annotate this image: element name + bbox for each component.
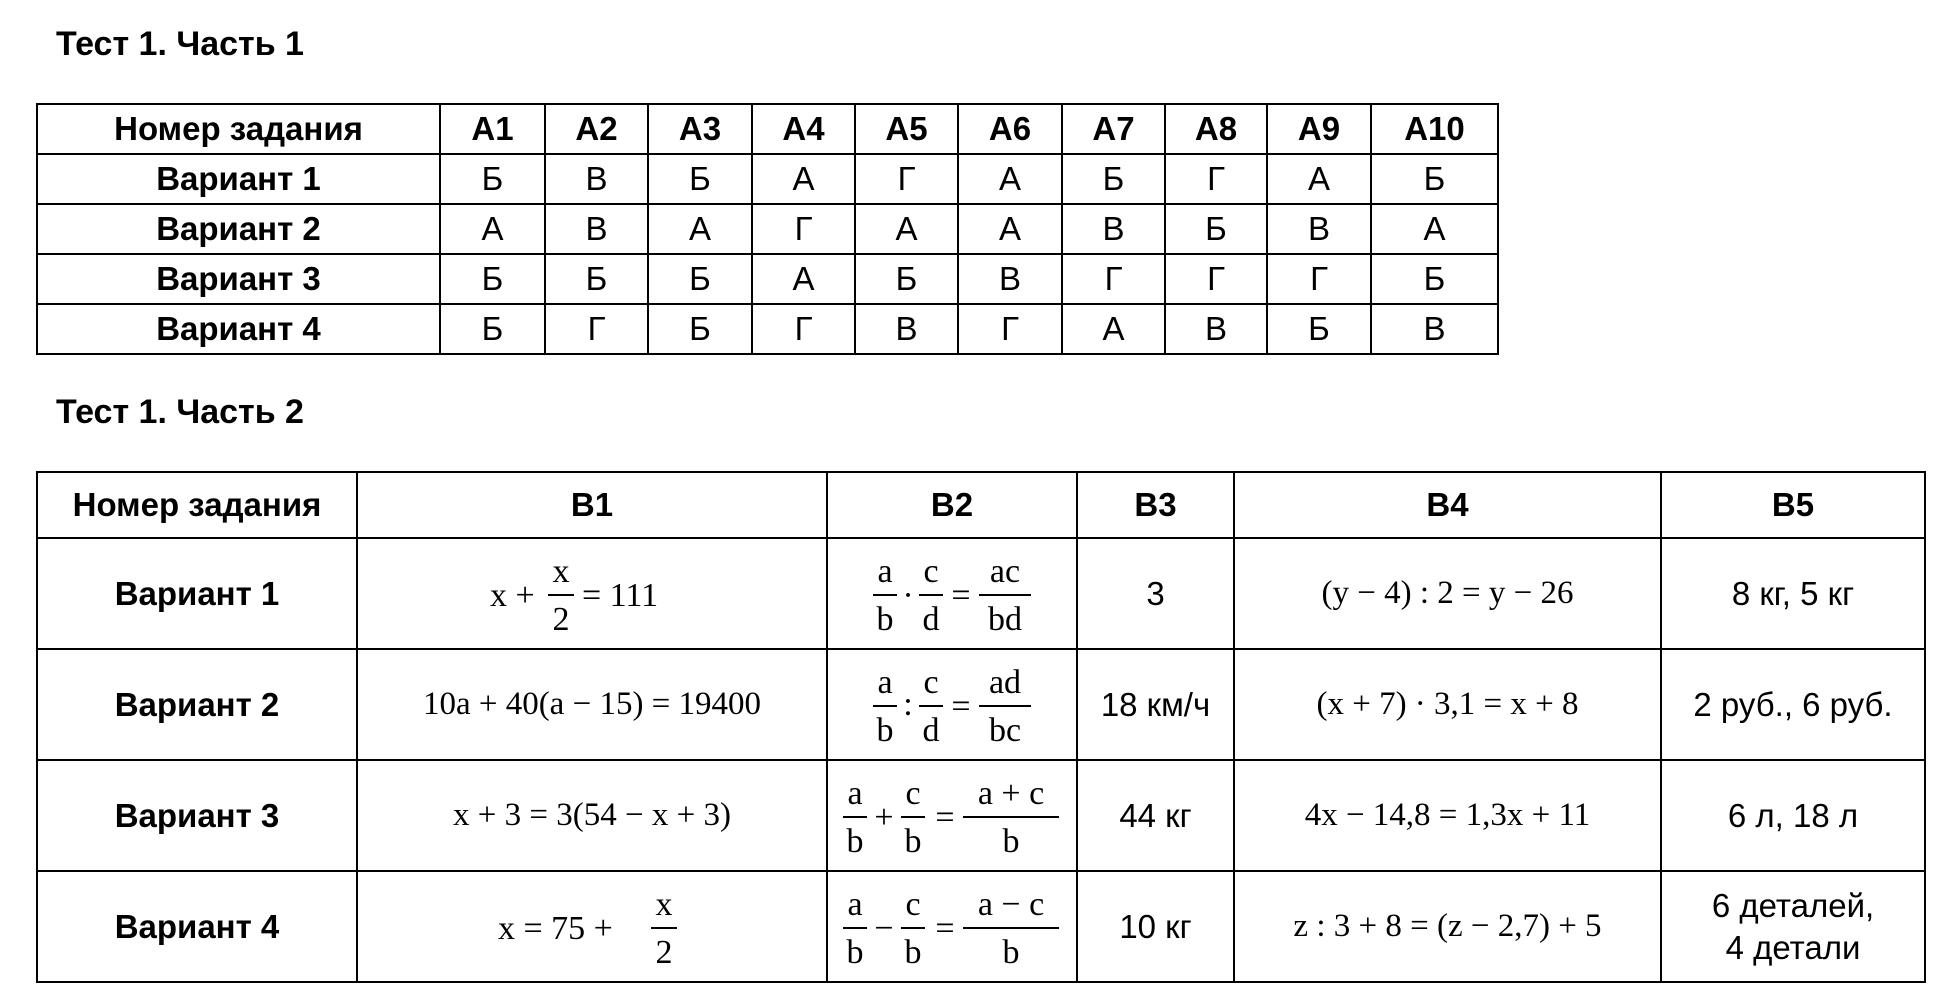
answer-cell: В bbox=[855, 304, 958, 354]
fraction-denominator: b bbox=[1002, 822, 1020, 860]
column-header: А8 bbox=[1165, 104, 1267, 154]
equation-cell-b4: (y − 4) : 2 = y − 26 bbox=[1234, 538, 1661, 649]
answer-line: 4 детали bbox=[1725, 928, 1861, 966]
fraction-numerator: a bbox=[847, 885, 863, 923]
column-header: А6 bbox=[958, 104, 1062, 154]
fraction-denominator: d bbox=[922, 600, 940, 638]
fraction-denominator: b bbox=[846, 822, 864, 860]
answer-cell-b5: 2 руб., 6 руб. bbox=[1661, 649, 1925, 760]
answer-cell: А bbox=[855, 204, 958, 254]
equation-with-fraction bbox=[482, 546, 702, 642]
answer-cell: Б bbox=[545, 254, 648, 304]
table-row bbox=[37, 649, 1925, 760]
fraction-denominator: bd bbox=[988, 600, 1022, 638]
equation-cell-b2 bbox=[827, 871, 1077, 982]
fraction-denominator: b bbox=[846, 933, 864, 971]
answer-cell-b3: 10 кг bbox=[1077, 871, 1234, 982]
column-header: А3 bbox=[648, 104, 752, 154]
answer-cell: Б bbox=[1267, 304, 1371, 354]
fraction-denominator: bc bbox=[988, 711, 1022, 749]
fraction-numerator: c bbox=[905, 774, 921, 812]
answer-cell: В bbox=[1371, 304, 1498, 354]
fraction-numerator: a bbox=[847, 774, 863, 812]
column-header: А1 bbox=[440, 104, 545, 154]
equation-right: = 111 bbox=[582, 576, 659, 614]
fraction-denominator: 2 bbox=[655, 933, 673, 971]
row-label: Вариант 1 bbox=[37, 154, 440, 204]
answer-cell-b5: 6 л, 18 л bbox=[1661, 760, 1925, 871]
fraction-numerator: c bbox=[905, 885, 921, 923]
operator: : bbox=[903, 685, 913, 723]
table-row bbox=[37, 204, 1498, 254]
answer-cell: Г bbox=[1165, 254, 1267, 304]
fraction-numerator: a + c bbox=[977, 774, 1045, 812]
answer-cell: Б bbox=[1371, 154, 1498, 204]
answer-cell: Б bbox=[440, 154, 545, 204]
answer-cell: Б bbox=[1165, 204, 1267, 254]
column-header: В4 bbox=[1234, 472, 1661, 538]
fraction-denominator: b bbox=[876, 711, 894, 749]
row-label: Вариант 4 bbox=[37, 304, 440, 354]
row-label: Вариант 3 bbox=[37, 254, 440, 304]
fraction-equation bbox=[837, 768, 1067, 864]
answer-line: 6 деталей, bbox=[1711, 886, 1875, 924]
row-label: Вариант 1 bbox=[37, 538, 357, 649]
answer-cell: Г bbox=[1267, 254, 1371, 304]
table-row bbox=[37, 304, 1498, 354]
answer-cell: А bbox=[1371, 204, 1498, 254]
answer-cell: А bbox=[440, 204, 545, 254]
answer-cell: Б bbox=[1371, 254, 1498, 304]
equation-cell-b1: x + 3 = 3(54 − x + 3) bbox=[357, 760, 827, 871]
equation-left: x + bbox=[490, 576, 535, 614]
answer-cell: В bbox=[545, 154, 648, 204]
table-row bbox=[37, 254, 1498, 304]
answer-cell-b3: 44 кг bbox=[1077, 760, 1234, 871]
answer-cell: Б bbox=[648, 254, 752, 304]
answer-cell: В bbox=[545, 204, 648, 254]
fraction-equation bbox=[837, 879, 1067, 975]
table-row bbox=[37, 871, 1925, 982]
fraction-denominator: 2 bbox=[552, 600, 570, 638]
equation-cell-b4: (x + 7) · 3,1 = x + 8 bbox=[1234, 649, 1661, 760]
fraction-equation bbox=[867, 546, 1037, 642]
answer-cell-b3: 3 bbox=[1077, 538, 1234, 649]
row-label: Вариант 2 bbox=[37, 649, 357, 760]
equation-cell-b2 bbox=[827, 760, 1077, 871]
fraction-denominator: b bbox=[1002, 933, 1020, 971]
column-header: В1 bbox=[357, 472, 827, 538]
equals-sign: = bbox=[951, 576, 971, 614]
column-header: А9 bbox=[1267, 104, 1371, 154]
answer-cell: Б bbox=[440, 254, 545, 304]
column-header: А5 bbox=[855, 104, 958, 154]
part1-title: Тест 1. Часть 1 bbox=[56, 25, 304, 63]
answer-cell: Г bbox=[1165, 154, 1267, 204]
answer-cell: В bbox=[1165, 304, 1267, 354]
answer-cell: Г bbox=[545, 304, 648, 354]
part2-title: Тест 1. Часть 2 bbox=[56, 393, 304, 431]
answer-cell-b3: 18 км/ч bbox=[1077, 649, 1234, 760]
equals-sign: = bbox=[935, 909, 955, 947]
answer-cell: А bbox=[1267, 154, 1371, 204]
equation-cell-b1 bbox=[357, 538, 827, 649]
equation-cell-b2 bbox=[827, 649, 1077, 760]
column-header-task-number: Номер задания bbox=[37, 104, 440, 154]
answer-cell: В bbox=[1062, 204, 1165, 254]
equation-cell-b1 bbox=[357, 871, 827, 982]
answer-cell: Б bbox=[648, 154, 752, 204]
fraction-numerator: ad bbox=[988, 663, 1022, 701]
answer-cell: Г bbox=[752, 204, 855, 254]
fraction-denominator: b bbox=[876, 600, 894, 638]
fraction-numerator: x bbox=[552, 552, 570, 590]
equals-sign: = bbox=[951, 687, 971, 725]
answer-cell: А bbox=[1062, 304, 1165, 354]
column-header-task-number: Номер задания bbox=[37, 472, 357, 538]
operator: + bbox=[874, 798, 894, 836]
answer-cell: А bbox=[648, 204, 752, 254]
equation-cell-b4: z : 3 + 8 = (z − 2,7) + 5 bbox=[1234, 871, 1661, 982]
column-header: В2 bbox=[827, 472, 1077, 538]
fraction-equation bbox=[867, 657, 1037, 753]
row-label: Вариант 2 bbox=[37, 204, 440, 254]
answer-cell-b5 bbox=[1661, 871, 1925, 982]
fraction-numerator: a bbox=[877, 663, 893, 701]
fraction-numerator: x bbox=[655, 885, 673, 923]
answer-cell: В bbox=[958, 254, 1062, 304]
column-header: В5 bbox=[1661, 472, 1925, 538]
part2-answer-table bbox=[36, 471, 1926, 983]
equation-cell-b1: 10a + 40(a − 15) = 19400 bbox=[357, 649, 827, 760]
answer-cell: Г bbox=[855, 154, 958, 204]
fraction-numerator: ac bbox=[989, 552, 1021, 590]
answer-cell: А bbox=[752, 254, 855, 304]
answer-cell: Б bbox=[440, 304, 545, 354]
operator: − bbox=[874, 909, 894, 947]
answer-cell: Г bbox=[752, 304, 855, 354]
fraction-denominator: b bbox=[904, 933, 922, 971]
table-header-row bbox=[37, 104, 1498, 154]
answer-cell: Б bbox=[855, 254, 958, 304]
table-row bbox=[37, 760, 1925, 871]
answer-cell: А bbox=[958, 154, 1062, 204]
column-header: А7 bbox=[1062, 104, 1165, 154]
table-row bbox=[37, 154, 1498, 204]
column-header: А2 bbox=[545, 104, 648, 154]
answer-cell: Б bbox=[1062, 154, 1165, 204]
answer-cell: Б bbox=[648, 304, 752, 354]
table-header-row bbox=[37, 472, 1925, 538]
answer-cell: А bbox=[958, 204, 1062, 254]
equation-cell-b4: 4x − 14,8 = 1,3x + 11 bbox=[1234, 760, 1661, 871]
fraction-denominator: d bbox=[922, 711, 940, 749]
equation-left: x = 75 + bbox=[498, 909, 613, 947]
equals-sign: = bbox=[935, 798, 955, 836]
fraction-numerator: c bbox=[923, 552, 939, 590]
answer-cell: В bbox=[1267, 204, 1371, 254]
column-header: В3 bbox=[1077, 472, 1234, 538]
answer-cell: Г bbox=[1062, 254, 1165, 304]
answer-cell: А bbox=[752, 154, 855, 204]
operator: · bbox=[902, 576, 914, 614]
equation-cell-b2 bbox=[827, 538, 1077, 649]
row-label: Вариант 4 bbox=[37, 871, 357, 982]
column-header: А10 bbox=[1371, 104, 1498, 154]
row-label: Вариант 3 bbox=[37, 760, 357, 871]
answer-cell: Г bbox=[958, 304, 1062, 354]
table-row bbox=[37, 538, 1925, 649]
fraction-numerator: c bbox=[923, 663, 939, 701]
answer-cell-b5: 8 кг, 5 кг bbox=[1661, 538, 1925, 649]
part1-answer-table bbox=[36, 103, 1499, 355]
fraction-numerator: a − c bbox=[977, 885, 1045, 923]
fraction-denominator: b bbox=[904, 822, 922, 860]
fraction-numerator: a bbox=[877, 552, 893, 590]
equation-with-fraction bbox=[492, 879, 692, 975]
column-header: А4 bbox=[752, 104, 855, 154]
